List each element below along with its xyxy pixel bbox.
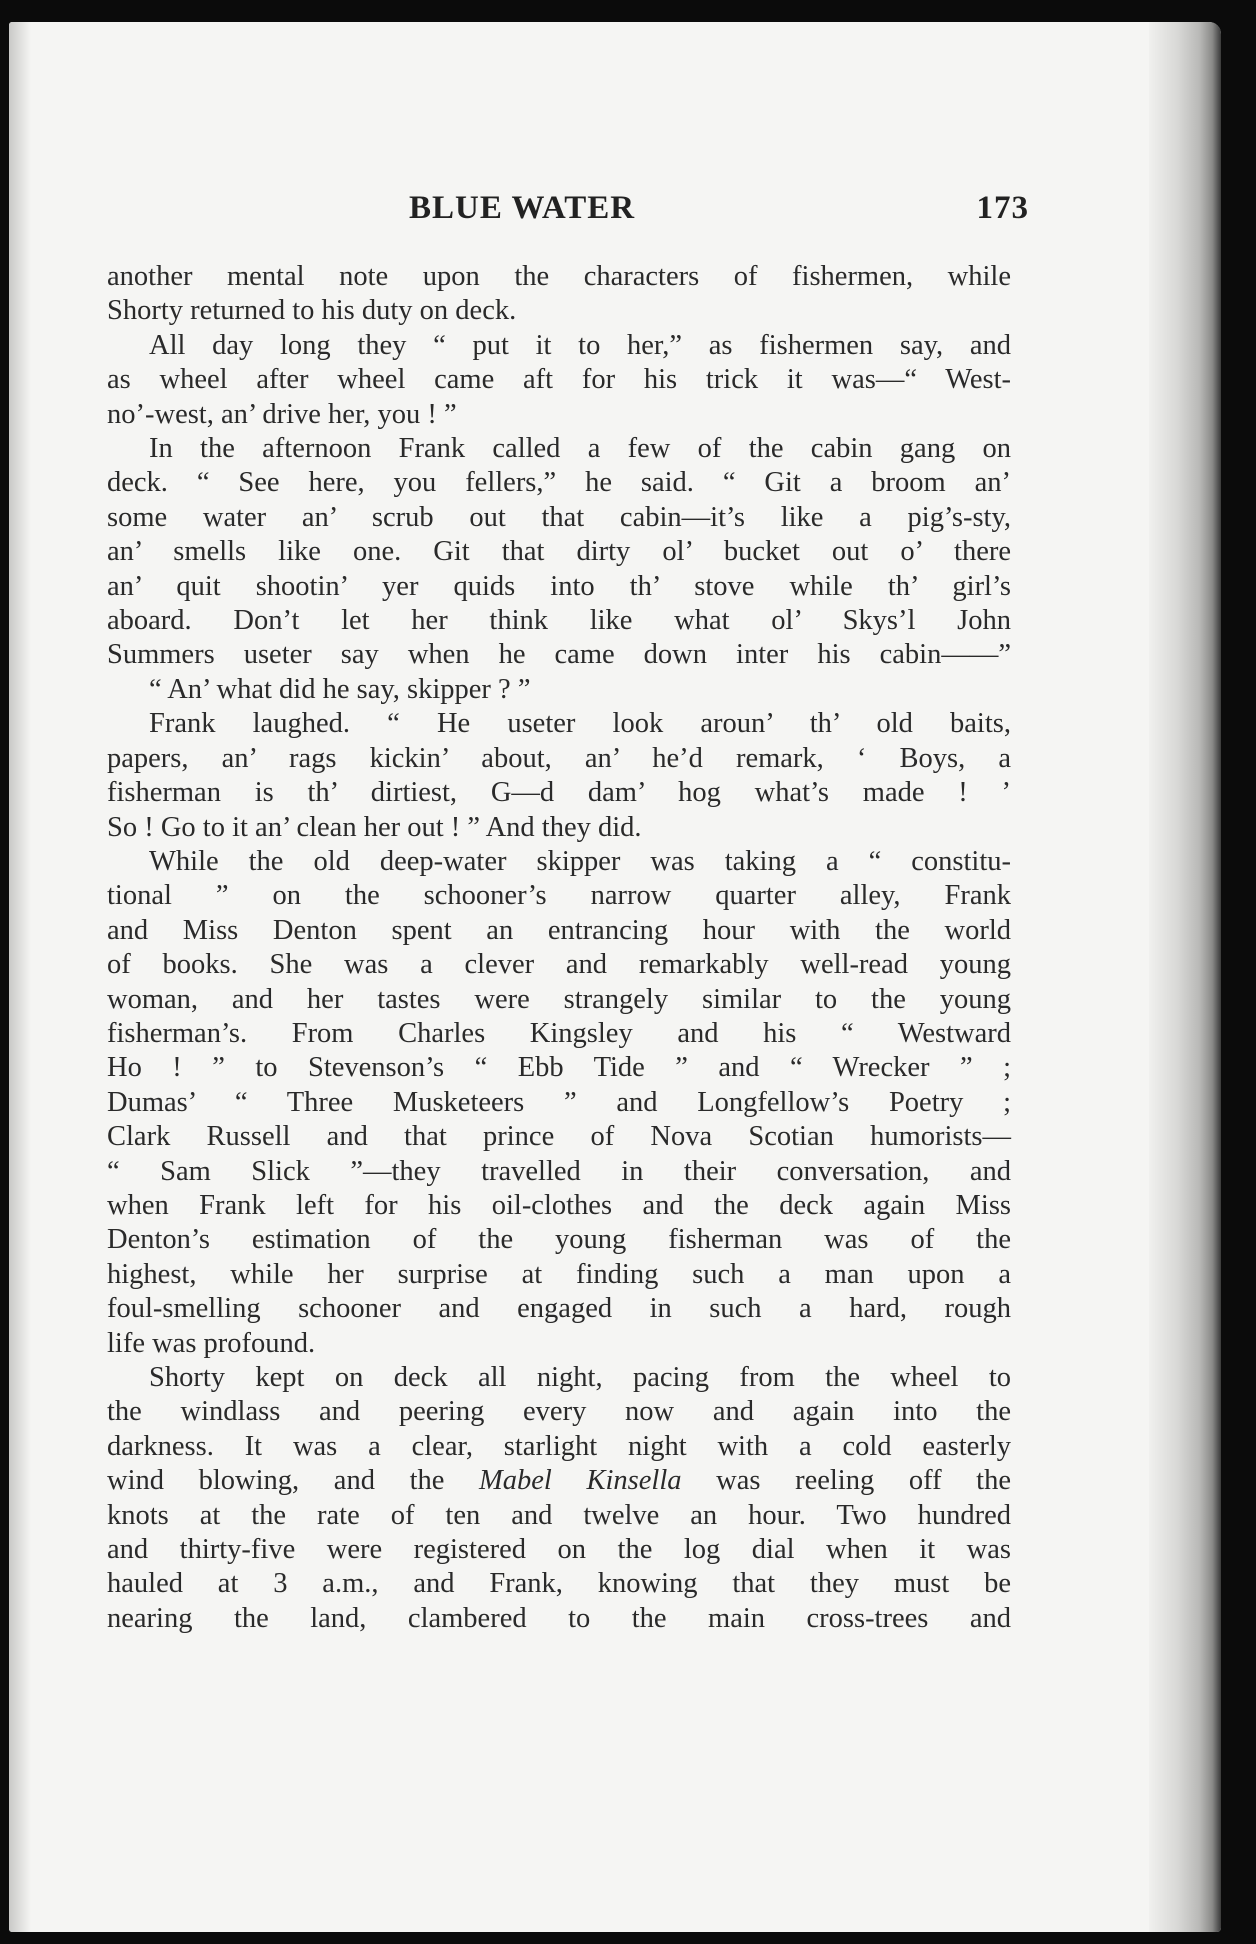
- text-line: Shorty kept on deck all night, pacing from the wheel to: [149, 1362, 1011, 1393]
- text-line: and thirty-five were registered on the log dial when it was: [107, 1534, 1011, 1566]
- text-line: “ An’ what did he say, skipper ? ”: [149, 673, 531, 705]
- text-line: knots at the rate of ten and twelve an hour. Two hundred: [107, 1499, 1011, 1531]
- text-line: While the old deep-water skipper was taking a “ constitu-: [149, 845, 1011, 877]
- text-line: no’-west, an’ drive her, you ! ”: [107, 398, 457, 430]
- text-line: darkness. It was a clear, starlight night with a cold easterly: [107, 1430, 1011, 1462]
- text-line: fisherman’s. From Charles Kingsley and his “ Westward: [107, 1017, 1011, 1049]
- text-line: Shorty returned to his duty on deck.: [107, 295, 517, 327]
- text-line: woman, and her tastes were strangely similar to the young: [107, 983, 1011, 1015]
- text-line: hauled at 3 a.m., and Frank, knowing that they must be: [107, 1568, 1011, 1600]
- page-header: [409, 190, 1029, 234]
- text-line: some water an’ scrub out that cabin—it’s like a pig’s-sty,: [107, 501, 1011, 533]
- page-number: 173: [976, 190, 1029, 226]
- body-text: [107, 260, 1011, 1636]
- text-line: Denton’s estimation of the young fisherman was of the: [107, 1224, 1011, 1256]
- page-spine-shadow: [1149, 22, 1221, 1932]
- text-line: foul-smelling schooner and engaged in such a hard, rough: [107, 1293, 1011, 1325]
- text-line: All day long they “ put it to her,” as fishermen say, and: [149, 329, 1011, 361]
- text-line: papers, an’ rags kickin’ about, an’ he’d remark, ‘ Boys, a: [107, 742, 1011, 774]
- text-line: and Miss Denton spent an entrancing hour with the world: [107, 914, 1011, 946]
- text-line: tional ” on the schooner’s narrow quarter alley, Frank: [107, 880, 1011, 912]
- text-line: fisherman is th’ dirtiest, G—d dam’ hog what’s made ! ’: [107, 777, 1011, 809]
- page-left-edge-shadow: [9, 22, 31, 1932]
- text-line: Clark Russell and that prince of Nova Scotian humorists—: [107, 1121, 1011, 1153]
- text-line: as wheel after wheel came aft for his trick it was—“ West-: [107, 364, 1011, 396]
- vessel-name: Mabel Kinsella: [479, 1465, 682, 1497]
- text-line: another mental note upon the characters of fishermen, while: [107, 261, 1011, 292]
- text-line: an’ quit shootin’ yer quids into th’ stove while th’ girl’s: [107, 570, 1011, 602]
- text-line: deck. “ See here, you fellers,” he said. “ Git a broom an’: [107, 467, 1011, 499]
- text-line: wind blowing, and the Mabel Kinsella was reeling off the: [107, 1465, 1012, 1497]
- text-line: Frank laughed. “ He useter look aroun’ th’ old baits,: [149, 708, 1011, 740]
- text-line: “ Sam Slick ”—they travelled in their conversation, and: [107, 1155, 1011, 1187]
- text-line: Ho ! ” to Stevenson’s “ Ebb Tide ” and “ Wrecker ” ;: [107, 1052, 1011, 1084]
- text-line: nearing the land, clambered to the main cross-trees and: [107, 1602, 1011, 1634]
- running-title: BLUE WATER: [409, 190, 636, 226]
- text-line: highest, while her surprise at finding such a man upon a: [107, 1258, 1011, 1290]
- text-line: In the afternoon Frank called a few of the cabin gang on: [149, 433, 1011, 465]
- text-line: life was profound.: [107, 1327, 316, 1359]
- text-line: when Frank left for his oil-clothes and the deck again Miss: [107, 1189, 1011, 1221]
- text-line: aboard. Don’t let her think like what ol’ Skys’l John: [107, 605, 1011, 637]
- text-line: Dumas’ “ Three Musketeers ” and Longfellow’s Poetry ;: [107, 1086, 1011, 1118]
- text-line: Summers useter say when he came down inter his cabin——”: [107, 639, 1011, 671]
- book-page: [9, 22, 1221, 1932]
- text-line: of books. She was a clever and remarkably well-read young: [107, 949, 1011, 981]
- text-line: So ! Go to it an’ clean her out ! ” And they did.: [107, 811, 642, 843]
- text-line: the windlass and peering every now and again into the: [107, 1396, 1011, 1428]
- text-line: an’ smells like one. Git that dirty ol’ bucket out o’ there: [107, 536, 1011, 568]
